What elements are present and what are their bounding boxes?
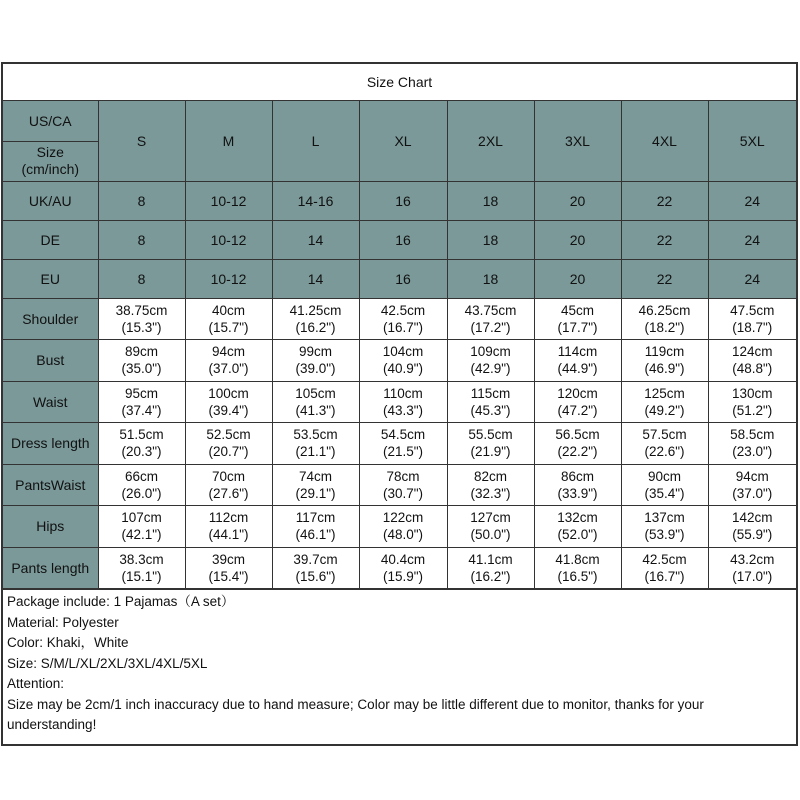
conversion-row [3, 259, 796, 298]
cm-value: 70cm [211, 468, 245, 484]
cm-value: 54.5cm [380, 427, 426, 443]
cm-value: 137cm [644, 510, 685, 526]
inch-value: (40.9") [382, 361, 424, 377]
table-cell [447, 464, 534, 506]
inch-value: (42.1") [121, 527, 162, 543]
cm-value: 132cm [557, 510, 598, 526]
cm-value: 52.5cm [206, 427, 251, 443]
table-cell [534, 423, 621, 465]
table-cell [534, 464, 621, 506]
table-cell [359, 506, 447, 548]
header-row [3, 101, 796, 141]
table-cell [447, 423, 534, 465]
table-cell [98, 381, 185, 423]
table-cell [621, 381, 708, 423]
table-cell: 22 [621, 259, 708, 298]
inch-value: (15.6") [295, 568, 336, 584]
cm-value: 51.5cm [119, 427, 164, 443]
table-cell: 20 [534, 220, 621, 259]
table-cell [534, 506, 621, 548]
table-cell [708, 298, 796, 340]
table-cell [708, 464, 796, 506]
inch-value: (51.2") [732, 402, 773, 418]
inch-value: (17.2") [470, 319, 511, 335]
cm-value: 124cm [731, 344, 773, 360]
inch-value: (15.3") [121, 319, 162, 335]
table-cell [359, 464, 447, 506]
inch-value: (48.0") [382, 527, 424, 543]
table-cell [447, 381, 534, 423]
cm-value: 42.5cm [380, 302, 426, 318]
inch-value: (33.9") [557, 485, 598, 501]
inch-value: (35.4") [644, 485, 685, 501]
cm-value: 114cm [557, 344, 598, 360]
cm-value: 127cm [470, 510, 511, 526]
cm-value: 58.5cm [730, 427, 775, 443]
size-header-s: S [98, 101, 185, 181]
size-header-4xl: 4XL [621, 101, 708, 181]
inch-value: (15.1") [121, 568, 162, 584]
table-cell [534, 547, 621, 589]
table-cell [272, 381, 359, 423]
table-cell [272, 506, 359, 548]
inch-value: (16.2") [470, 568, 511, 584]
inch-value: (18.2") [644, 319, 685, 335]
measurement-row [3, 506, 796, 548]
table-cell: 16 [359, 259, 447, 298]
cm-value: 43.75cm [464, 302, 517, 318]
table-cell [359, 423, 447, 465]
inch-value: (15.4") [208, 568, 249, 584]
table-cell: 24 [708, 259, 796, 298]
table-cell [185, 298, 272, 340]
cm-value: 56.5cm [555, 427, 600, 443]
inch-value: (17.0") [732, 568, 773, 584]
size-header-xl: XL [359, 101, 447, 181]
inch-value: (27.6") [208, 485, 249, 501]
cm-value: 45cm [560, 302, 594, 318]
cm-value: 66cm [124, 468, 158, 484]
table-cell [359, 340, 447, 382]
size-header-m: M [185, 101, 272, 181]
table-cell [185, 423, 272, 465]
inch-value: (21.9") [470, 444, 511, 460]
inch-value: (35.0") [121, 361, 162, 377]
conversion-row [3, 181, 796, 220]
cm-value: 74cm [298, 468, 332, 484]
inch-value: (37.0") [208, 361, 249, 377]
table-cell [447, 298, 534, 340]
table-cell: 24 [708, 181, 796, 220]
table-cell: 10-12 [185, 220, 272, 259]
inch-value: (43.3") [382, 402, 424, 418]
cm-value: 94cm [735, 468, 769, 484]
table-cell [272, 340, 359, 382]
size-chart [1, 62, 798, 746]
cm-value: 41.8cm [555, 551, 600, 567]
table-cell [621, 298, 708, 340]
cm-value: 86cm [560, 468, 594, 484]
inch-value: (37.0") [732, 485, 773, 501]
table-cell: 24 [708, 220, 796, 259]
cm-value: 42.5cm [642, 551, 687, 567]
inch-value: (16.5") [557, 568, 598, 584]
cm-value: 107cm [121, 510, 162, 526]
table-cell [708, 381, 796, 423]
cm-value: 100cm [208, 385, 249, 401]
inch-value: (22.6") [644, 444, 685, 460]
table-cell: 18 [447, 259, 534, 298]
inch-value: (20.7") [208, 444, 249, 460]
inch-value: (15.9") [382, 568, 424, 584]
row-label: DE [3, 220, 98, 259]
table-cell: 14 [272, 220, 359, 259]
inch-value: (42.9") [470, 361, 511, 377]
cm-value: 110cm [383, 385, 423, 401]
cm-value: 39.7cm [293, 551, 338, 567]
inch-value: (32.3") [470, 485, 511, 501]
cm-value: 112cm [208, 510, 249, 526]
size-header-2xl: 2XL [447, 101, 534, 181]
table-cell [621, 464, 708, 506]
table-cell [272, 547, 359, 589]
table-cell [98, 298, 185, 340]
inch-value: (44.1") [208, 527, 249, 543]
table-cell [185, 506, 272, 548]
inch-value: (46.1") [295, 527, 336, 543]
cm-value: 38.3cm [119, 551, 164, 567]
table-cell [708, 423, 796, 465]
cm-value: 142cm [731, 510, 773, 526]
table-cell [98, 340, 185, 382]
inch-value: (23.0") [732, 444, 773, 460]
table-cell [447, 340, 534, 382]
inch-value: (39.0") [295, 361, 336, 377]
inch-value: (48.8") [732, 361, 773, 377]
cm-value: 120cm [557, 385, 598, 401]
cm-value: 94cm [211, 344, 245, 360]
size-header-5xl: 5XL [708, 101, 796, 181]
size-table [3, 101, 796, 589]
row-label: Pants length [3, 547, 98, 589]
row-label: Shoulder [3, 298, 98, 340]
size-header-3xl: 3XL [534, 101, 621, 181]
cm-value: 40cm [211, 302, 245, 318]
table-cell [534, 298, 621, 340]
row-label: Hips [3, 506, 98, 548]
inch-value: (16.7") [644, 568, 685, 584]
inch-value: (45.3") [470, 402, 511, 418]
table-cell [185, 381, 272, 423]
table-cell [621, 547, 708, 589]
cm-value: 130cm [731, 385, 773, 401]
table-cell [534, 381, 621, 423]
cm-value: 47.5cm [730, 302, 775, 318]
inch-value: (26.0") [121, 485, 162, 501]
inch-value: (21.5") [382, 444, 424, 460]
row-label: PantsWaist [3, 464, 98, 506]
table-cell [98, 506, 185, 548]
table-cell: 8 [98, 259, 185, 298]
inch-value: (16.7") [382, 319, 424, 335]
inch-value: (37.4") [121, 402, 162, 418]
measurement-row [3, 298, 796, 340]
inch-value: (18.7") [732, 319, 773, 335]
table-cell: 16 [359, 181, 447, 220]
table-cell: 18 [447, 181, 534, 220]
product-notes [3, 589, 796, 744]
inch-value: (50.0") [470, 527, 511, 543]
material-note: Material: Polyester [7, 614, 119, 630]
measurement-row [3, 340, 796, 382]
table-cell: 8 [98, 181, 185, 220]
cm-value: 46.25cm [638, 302, 691, 318]
inch-value: (16.2") [295, 319, 336, 335]
inch-value: (52.0") [557, 527, 598, 543]
measurement-row [3, 381, 796, 423]
inch-value: (30.7") [382, 485, 424, 501]
row-label: Dress length [3, 423, 98, 465]
cm-value: 109cm [470, 344, 511, 360]
inch-value: (39.4") [208, 402, 249, 418]
cm-value: 122cm [382, 510, 424, 526]
table-cell [359, 298, 447, 340]
table-cell: 22 [621, 181, 708, 220]
inch-value: (46.9") [644, 361, 685, 377]
table-cell [447, 506, 534, 548]
cm-value: 119cm [644, 344, 685, 360]
cm-value: 82cm [473, 468, 507, 484]
row-label: UK/AU [3, 181, 98, 220]
package-note: Package include: 1 Pajamas（A set） [7, 594, 235, 609]
cm-value: 39cm [211, 551, 245, 567]
table-cell: 20 [534, 181, 621, 220]
cm-value: 104cm [382, 344, 424, 360]
table-cell: 14 [272, 259, 359, 298]
cm-value: 117cm [295, 510, 336, 526]
cm-value: 89cm [124, 344, 158, 360]
table-cell [534, 340, 621, 382]
cm-value: 38.75cm [115, 302, 168, 318]
table-cell: 22 [621, 220, 708, 259]
table-cell: 18 [447, 220, 534, 259]
inch-value: (49.2") [644, 402, 685, 418]
measurement-row [3, 547, 796, 589]
table-cell [447, 547, 534, 589]
table-cell: 16 [359, 220, 447, 259]
table-cell: 10-12 [185, 181, 272, 220]
inch-value: (17.7") [557, 319, 598, 335]
inch-value: (47.2") [557, 402, 598, 418]
cm-value: 40.4cm [380, 551, 426, 567]
cm-value: 95cm [124, 385, 158, 401]
table-cell: 10-12 [185, 259, 272, 298]
table-cell [708, 547, 796, 589]
table-cell [272, 423, 359, 465]
inch-value: (20.3") [121, 444, 162, 460]
inch-value: (41.3") [295, 402, 336, 418]
table-cell [708, 506, 796, 548]
table-cell [98, 547, 185, 589]
table-cell [708, 340, 796, 382]
table-cell [359, 547, 447, 589]
cm-value: 105cm [295, 385, 336, 401]
inch-value: (15.7") [208, 319, 249, 335]
cm-value: 90cm [647, 468, 681, 484]
table-cell [359, 381, 447, 423]
row-label: Bust [3, 340, 98, 382]
table-cell [185, 464, 272, 506]
cm-value: 99cm [298, 344, 332, 360]
inch-value: (53.9") [644, 527, 685, 543]
chart-title: Size Chart [3, 64, 796, 101]
inch-value: (21.1") [295, 444, 336, 460]
cm-value: 41.1cm [468, 551, 513, 567]
table-cell [272, 464, 359, 506]
table-cell [621, 506, 708, 548]
cm-value: 115cm [470, 385, 511, 401]
cm-value: 125cm [644, 385, 685, 401]
size-note: Size: S/M/L/XL/2XL/3XL/4XL/5XL [7, 655, 208, 671]
row-label: EU [3, 259, 98, 298]
color-note: Color: Khaki，White [7, 635, 129, 650]
table-cell: 20 [534, 259, 621, 298]
cm-value: 43.2cm [730, 551, 775, 567]
conversion-row [3, 220, 796, 259]
disclaimer-note: Size may be 2cm/1 inch inaccuracy due to hand measure; Color may be little different due to monitor, thanks for your understanding! [7, 696, 704, 732]
measurement-row [3, 423, 796, 465]
inch-value: (22.2") [557, 444, 598, 460]
table-cell [621, 340, 708, 382]
size-header-l: L [272, 101, 359, 181]
table-cell [98, 464, 185, 506]
cm-value: 78cm [386, 468, 420, 484]
us-ca-label: US/CA [3, 101, 98, 141]
table-cell [98, 423, 185, 465]
row-label: Waist [3, 381, 98, 423]
table-cell [621, 423, 708, 465]
table-cell [185, 547, 272, 589]
table-cell: 14-16 [272, 181, 359, 220]
measurement-row [3, 464, 796, 506]
cm-value: 41.25cm [289, 302, 342, 318]
cm-value: 55.5cm [468, 427, 513, 443]
size-unit-label: Size (cm/inch) [3, 141, 98, 181]
cm-value: 57.5cm [642, 427, 687, 443]
table-cell: 8 [98, 220, 185, 259]
table-cell [185, 340, 272, 382]
table-cell [272, 298, 359, 340]
attention-label: Attention: [7, 676, 65, 691]
inch-value: (55.9") [732, 527, 773, 543]
inch-value: (29.1") [295, 485, 336, 501]
cm-value: 53.5cm [293, 427, 338, 443]
inch-value: (44.9") [557, 361, 598, 377]
